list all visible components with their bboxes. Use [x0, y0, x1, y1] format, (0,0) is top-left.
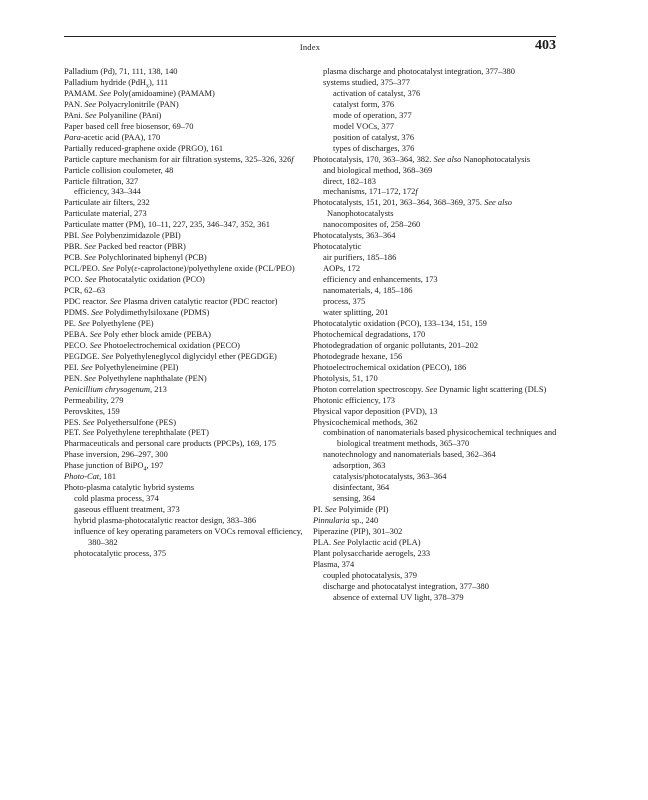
- entry-text: combination of nanomaterials based physicochemical techniques and biological treatment methods, 365–370: [323, 427, 557, 449]
- entry-text: Polyimide (PI): [336, 504, 389, 515]
- italic-text: f: [291, 153, 294, 164]
- entry-text: Photocatalytic oxidation (PCO), 133–134, 151, 159: [313, 317, 487, 328]
- index-entry: [64, 110, 310, 121]
- italic-text: See: [333, 536, 345, 547]
- entry-text: efficiency and enhancements, 173: [323, 274, 438, 285]
- index-entry: [64, 449, 310, 460]
- entry-text: Plasma, 374: [313, 558, 355, 569]
- entry-text: coupled photocatalysis, 379: [323, 569, 417, 580]
- index-entry: [64, 340, 310, 351]
- index-subentry: [313, 99, 559, 110]
- index-subentry: [64, 493, 310, 504]
- entry-text: Polychlorinated biphenyl (PCB): [95, 252, 207, 263]
- italic-text: See: [84, 241, 96, 252]
- entry-text: Dynamic light scattering (DLS): [437, 383, 547, 394]
- index-entry: [313, 406, 559, 417]
- subscript-text: 4: [143, 467, 147, 473]
- index-entry: [64, 296, 310, 307]
- index-entry: [313, 340, 559, 351]
- index-subentry: [313, 296, 559, 307]
- italic-text: See: [91, 306, 103, 317]
- index-subentry: [313, 274, 559, 285]
- index-entry: [313, 154, 559, 165]
- italic-text: See: [81, 230, 94, 241]
- entry-text: , 213: [150, 383, 167, 394]
- entry-text: Packed bed reactor (PBR): [95, 241, 186, 252]
- entry-text: Photodegradation of organic pollutants, 201–202: [313, 339, 479, 350]
- italic-text: See: [324, 504, 337, 515]
- entry-text: nanotechnology and nanomaterials based, 362–364: [323, 449, 496, 460]
- entry-text: Phase inversion, 296–297, 300: [64, 449, 168, 460]
- entry-text: nanocomposites of, 258–260: [323, 219, 421, 230]
- index-subentry: [313, 493, 559, 504]
- entry-text: Photocatalytic: [313, 241, 362, 252]
- entry-text: Physical vapor deposition (PVD), 13: [313, 405, 438, 416]
- entry-text: Photocatalysts, 363–364: [313, 230, 396, 241]
- entry-text: catalyst form, 376: [333, 98, 395, 109]
- index-entry: [64, 241, 310, 252]
- index-subentry: [313, 121, 559, 132]
- entry-text: Paper based cell free biosensor, 69–70: [64, 120, 194, 131]
- entry-text: hybrid plasma-photocatalytic reactor design, 383–386: [74, 515, 257, 526]
- entry-text: PDMS.: [64, 306, 92, 317]
- index-entry: [64, 154, 310, 165]
- italic-text: f: [415, 186, 418, 197]
- index-entry: [313, 515, 559, 526]
- index-entry: [64, 66, 310, 77]
- index-subentry: [313, 88, 559, 99]
- entry-text: PE.: [64, 317, 79, 328]
- index-subentry: [313, 110, 559, 121]
- index-entry: [64, 88, 310, 99]
- index-entry: [64, 143, 310, 154]
- entry-text: Particulate air filters, 232: [64, 197, 150, 208]
- index-subentry: [313, 165, 559, 176]
- index-entry: [64, 230, 310, 241]
- index-subentry: [64, 515, 310, 526]
- index-entry: [313, 537, 559, 548]
- index-entry: [64, 417, 310, 428]
- index-subentry: [313, 581, 559, 592]
- entry-text: PLA.: [313, 536, 334, 547]
- entry-text: PEGDGE.: [64, 350, 102, 361]
- italic-text: See: [101, 263, 114, 274]
- entry-text: Particle collision coulometer, 48: [64, 164, 174, 175]
- index-entry: [64, 208, 310, 219]
- index-subentry: [313, 176, 559, 187]
- italic-text: See: [80, 361, 93, 372]
- index-entry: [64, 307, 310, 318]
- entry-text: Polyethylene terephthalate (PET): [94, 427, 209, 438]
- entry-text: Poly ether block amide (PEBA): [101, 328, 211, 339]
- entry-text: efficiency, 343–344: [74, 186, 141, 197]
- entry-text: Plasma driven catalytic reactor (PDC reactor): [121, 296, 278, 307]
- entry-text: Phase junction of BiPO: [64, 460, 144, 471]
- entry-text: Polyethyleneglycol diglycidyl ether (PEGDGE): [113, 350, 277, 361]
- index-subentry: [313, 263, 559, 274]
- entry-text: -acetic acid (PAA), 170: [80, 131, 161, 142]
- index-entry: [64, 384, 310, 395]
- entry-text: PAMAM.: [64, 87, 100, 98]
- index-entry: [313, 395, 559, 406]
- entry-text: Perovskites, 159: [64, 405, 120, 416]
- index-subentry: [313, 186, 559, 197]
- italic-text: See: [109, 296, 122, 307]
- index-column-left: [64, 66, 310, 559]
- index-entry: [313, 362, 559, 373]
- index-subentry: [313, 307, 559, 318]
- entry-text: PES.: [64, 416, 83, 427]
- italic-text: See also: [433, 153, 462, 164]
- index-subentry: [64, 186, 310, 197]
- index-subentry: [313, 132, 559, 143]
- entry-text: Photocatalytic oxidation (PCO): [96, 274, 205, 285]
- entry-text: PAni.: [64, 109, 85, 120]
- entry-text: , 197: [146, 460, 164, 471]
- index-entry: [64, 482, 310, 493]
- entry-text: PCO.: [64, 274, 85, 285]
- italic-text: See: [78, 317, 90, 328]
- index-entry: [64, 197, 310, 208]
- index-entry: [64, 99, 310, 110]
- entry-text: Polyethylene naphthalate (PEN): [95, 372, 207, 383]
- index-entry: [64, 77, 310, 88]
- index-entry: [64, 219, 310, 230]
- index-subentry: [313, 460, 559, 471]
- entry-text: catalysis/photocatalysts, 363–364: [333, 471, 447, 482]
- index-entry: [64, 351, 310, 362]
- entry-text: PDC reactor.: [64, 296, 110, 307]
- italic-text: See: [89, 328, 102, 339]
- italic-text: See: [84, 252, 96, 263]
- entry-text: PEI.: [64, 361, 81, 372]
- entry-text: PCB.: [64, 252, 85, 263]
- italic-text: See: [99, 87, 112, 98]
- entry-text: PCL/PEO.: [64, 263, 102, 274]
- italic-text: See: [84, 274, 97, 285]
- entry-text: and biological method, 368–369: [323, 164, 433, 175]
- index-entry: [313, 241, 559, 252]
- index-subentry: [64, 526, 310, 548]
- index-subentry: [313, 66, 559, 77]
- entry-text: Palladium hydride (PdH: [64, 76, 147, 87]
- index-entry: [64, 373, 310, 384]
- index-entry: [64, 274, 310, 285]
- entry-text: Polyaniline (PAni): [96, 109, 162, 120]
- italic-text: See: [84, 109, 97, 120]
- index-entry: [313, 384, 559, 395]
- index-subentry: [313, 427, 559, 449]
- entry-text: Particulate material, 273: [64, 208, 147, 219]
- italic-text: See: [82, 427, 95, 438]
- entry-text: Poly(amidoamine) (PAMAM): [111, 87, 215, 98]
- entry-text: Photocatalysis, 170, 363–364, 382.: [313, 153, 434, 164]
- italic-text: Para: [64, 131, 81, 142]
- italic-text: Pinnularia: [313, 515, 350, 526]
- entry-text: systems studied, 375–377: [323, 76, 410, 87]
- index-entry: [313, 197, 559, 219]
- index-subentry: [313, 219, 559, 230]
- entry-text: PBI.: [64, 230, 82, 241]
- entry-text: Polylactic acid (PLA): [344, 536, 421, 547]
- entry-text: types of discharges, 376: [333, 142, 415, 153]
- entry-text: Physicochemical methods, 362: [313, 416, 418, 427]
- header-title: Index: [299, 42, 321, 52]
- entry-text: sensing, 364: [333, 493, 376, 504]
- entry-text: Polyethylene (PE): [89, 317, 154, 328]
- entry-text: water splitting, 201: [323, 306, 389, 317]
- index-subentry: [313, 285, 559, 296]
- entry-text: , 181: [99, 471, 117, 482]
- index-subentry: [313, 592, 559, 603]
- entry-text: Polyethersulfone (PES): [94, 416, 177, 427]
- entry-text: Nanophotocatalysts: [327, 208, 394, 219]
- index-entry: [64, 263, 310, 274]
- index-subentry: [64, 504, 310, 515]
- entry-text: plasma discharge and photocatalyst integration, 377–380: [323, 66, 515, 76]
- entry-text: disinfectant, 364: [333, 482, 390, 493]
- index-entry: [64, 285, 310, 296]
- entry-text: Plant polysaccharide aerogels, 233: [313, 547, 431, 558]
- entry-text: PAN.: [64, 98, 85, 109]
- index-entry: [313, 329, 559, 340]
- index-entry: [64, 165, 310, 176]
- index-entry: [64, 176, 310, 187]
- entry-text: Piperazine (PIP), 301–302: [313, 526, 403, 537]
- entry-text: Photolysis, 51, 170: [313, 372, 378, 383]
- index-subentry: [313, 77, 559, 88]
- index-entry: [64, 132, 310, 143]
- index-entry: [64, 471, 310, 482]
- index-entry: [64, 252, 310, 263]
- index-entry: [64, 438, 310, 449]
- entry-text: cold plasma process, 374: [74, 493, 159, 504]
- italic-text: See: [82, 416, 95, 427]
- entry-text: model VOCs, 377: [333, 120, 395, 131]
- entry-text: nanomaterials, 4, 185–186: [323, 285, 413, 296]
- entry-text: influence of key operating parameters on VOCs removal efficiency, 380–382: [74, 526, 303, 547]
- entry-text: adsorption, 363: [333, 460, 386, 471]
- entry-text: PI.: [313, 504, 325, 515]
- entry-text: PEN.: [64, 372, 85, 383]
- index-subentry: [313, 449, 559, 460]
- index-entry: [313, 504, 559, 515]
- entry-text: Photon correlation spectroscopy.: [313, 383, 426, 394]
- running-header: [64, 36, 556, 59]
- entry-text: Nanophotocatalysis: [461, 153, 531, 164]
- index-subentry: [313, 482, 559, 493]
- entry-text: Photodegrade hexane, 156: [313, 350, 403, 361]
- entry-text: Particulate matter (PM), 10–11, 227, 235, 346–347, 352, 361: [64, 219, 270, 230]
- index-entry: [313, 559, 559, 570]
- entry-text: Photonic efficiency, 173: [313, 394, 396, 405]
- index-entry: [64, 121, 310, 132]
- index-subentry: [64, 548, 310, 559]
- entry-text: discharge and photocatalyst integration, 377–380: [323, 580, 489, 591]
- index-entry: [313, 373, 559, 384]
- italic-text: See: [89, 339, 102, 350]
- entry-text: Photocatalysts, 151, 201, 363–364, 368–369, 375.: [313, 197, 485, 208]
- entry-text: gaseous effluent treatment, 373: [74, 504, 180, 515]
- entry-text: PECO.: [64, 339, 90, 350]
- index-entry: [313, 417, 559, 428]
- entry-text: Pharmaceuticals and personal care products (PPCPs), 169, 175: [64, 438, 277, 449]
- entry-text: PBR.: [64, 241, 85, 252]
- entry-text: air purifiers, 185–186: [323, 252, 397, 263]
- index-entry: [64, 406, 310, 417]
- entry-text: Photochemical degradations, 170: [313, 328, 426, 339]
- entry-text: PCR, 62–63: [64, 285, 106, 296]
- entry-text: photocatalytic process, 375: [74, 547, 167, 558]
- entry-text: Particle filtration, 327: [64, 175, 139, 186]
- entry-text: Polyethyleneimine (PEI): [92, 361, 179, 372]
- entry-text: AOPs, 172: [323, 263, 361, 274]
- entry-text: ), 111: [149, 76, 169, 87]
- index-entry: [64, 460, 310, 471]
- italic-text: See: [101, 350, 114, 361]
- entry-text: Permeability, 279: [64, 394, 124, 405]
- subscript-text: x: [146, 83, 150, 90]
- index-column-right: [313, 66, 559, 603]
- entry-text: Palladium (Pd), 71, 111, 138, 140: [64, 66, 178, 76]
- italic-text: See also: [484, 197, 512, 208]
- index-subentry: [313, 252, 559, 263]
- index-subentry: [313, 143, 559, 154]
- index-entry: [64, 395, 310, 406]
- entry-text: Polybenzimidazole (PBI): [93, 230, 181, 241]
- index-entry: [313, 526, 559, 537]
- entry-text: Partially reduced-graphene oxide (PRGO), 161: [64, 142, 224, 153]
- entry-text: sp., 240: [349, 515, 379, 526]
- index-entry: [313, 351, 559, 362]
- entry-text: Poly(ε-caprolactone)/polyethylene oxide (PCL/PEO): [113, 263, 295, 274]
- entry-text: Photoelectrochemical oxidation (PECO): [101, 339, 240, 350]
- index-entry: [64, 427, 310, 438]
- index-entry: [64, 362, 310, 373]
- entry-text: Polyacrylonitrile (PAN): [96, 98, 179, 109]
- index-entry: [313, 230, 559, 241]
- page-number: 403: [535, 38, 556, 53]
- index-subentry: [313, 471, 559, 482]
- entry-text: mode of operation, 377: [333, 109, 412, 120]
- entry-text: process, 375: [323, 296, 366, 307]
- entry-text: PEBA.: [64, 328, 90, 339]
- entry-text: PET.: [64, 427, 83, 438]
- index-entry: [64, 329, 310, 340]
- index-entry: [64, 318, 310, 329]
- entry-text: activation of catalyst, 376: [333, 87, 421, 98]
- entry-text: Polydimethylsiloxane (PDMS): [102, 306, 210, 317]
- italic-text: See: [425, 383, 438, 394]
- italic-text: Penicillium chrysogenum: [64, 383, 150, 394]
- index-subentry: [313, 570, 559, 581]
- entry-text: mechanisms, 171–172, 172: [323, 186, 416, 197]
- entry-text: direct, 182–183: [323, 175, 376, 186]
- index-entry: [313, 548, 559, 559]
- entry-text: Particle capture mechanism for air filtration systems, 325–326, 326: [64, 153, 292, 164]
- index-entry: [313, 318, 559, 329]
- entry-text: Photoelectrochemical oxidation (PECO), 186: [313, 361, 467, 372]
- entry-text: position of catalyst, 376: [333, 131, 415, 142]
- italic-text: Photo-Cat: [64, 471, 100, 482]
- italic-text: See: [84, 372, 96, 383]
- entry-text: Photo-plasma catalytic hybrid systems: [64, 482, 195, 493]
- entry-text: absence of external UV light, 378–379: [333, 591, 464, 602]
- italic-text: See: [84, 98, 97, 109]
